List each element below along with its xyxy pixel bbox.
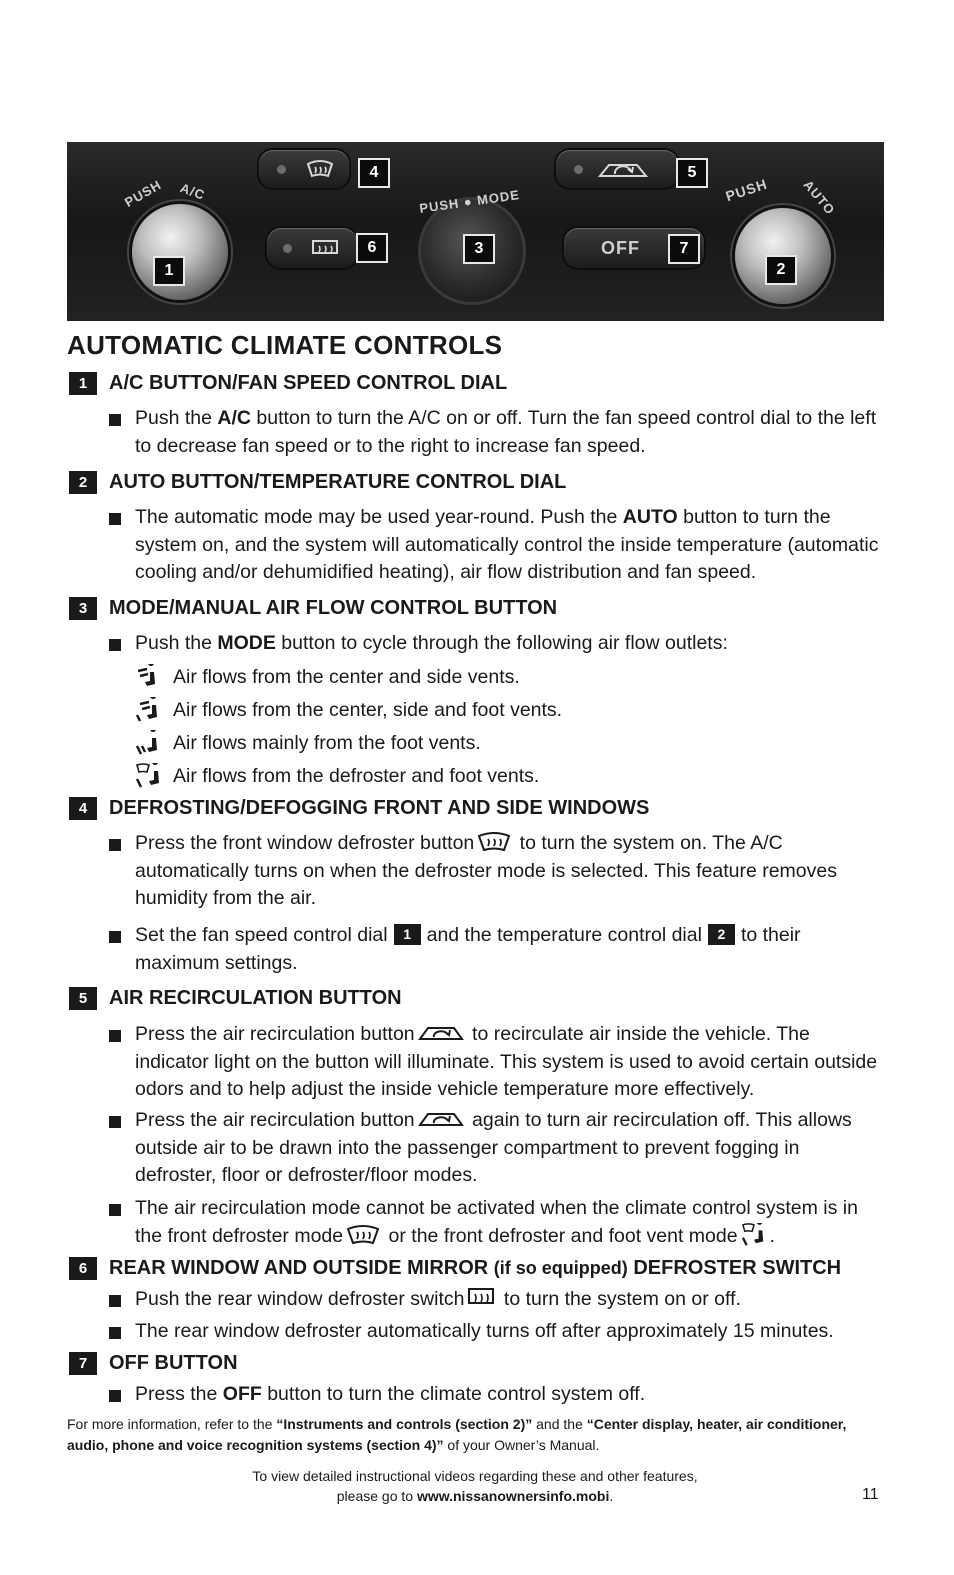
page-title: AUTOMATIC CLIMATE CONTROLS (67, 330, 503, 360)
bullet-square (109, 1030, 121, 1042)
section-title: DEFROSTING/DEFOGGING FRONT AND SIDE WINDOWS (109, 796, 650, 819)
front-defroster-led (277, 165, 286, 174)
recirculation-icon (418, 1109, 464, 1129)
front-defroster-icon (346, 1224, 380, 1246)
bullet-text: Push the (135, 632, 218, 654)
section-title (109, 1257, 841, 1280)
bullet-item (109, 1195, 884, 1251)
foot-mode-icon (135, 730, 163, 756)
bullet-text: button to turn the system on, and the system will automatically control the inside temperature (automatic cooling and/or dehumidified heating), air flow distribution and fan speed. (135, 506, 879, 583)
bullet-text: Press the front window defroster button (135, 832, 475, 854)
front-defroster-plate (259, 150, 349, 188)
ac-label: A/C (178, 180, 208, 203)
bullet-item (109, 1381, 884, 1409)
inline-callout-2: 2 (708, 924, 735, 945)
bullet-text: Press the air recirculation button (135, 1023, 415, 1045)
video-info-text: . (609, 1488, 614, 1504)
airflow-mode-text: Air flows mainly from the foot vents. (173, 732, 481, 754)
callout-7: 7 (668, 234, 700, 264)
callout-6: 6 (356, 233, 388, 263)
bullet-item (109, 504, 884, 587)
auto-label: AUTO (800, 177, 839, 218)
bullet-item (109, 630, 884, 658)
bullet-square (109, 639, 121, 651)
bullet-square (109, 513, 121, 525)
airflow-mode-item (135, 763, 539, 789)
section-4-heading (69, 796, 649, 820)
bullet-square (109, 839, 121, 851)
bullet-item (109, 1286, 884, 1314)
section-number: 4 (69, 797, 97, 820)
airflow-mode-text: Air flows from the defroster and foot vents. (173, 765, 540, 787)
bullet-item (109, 830, 884, 913)
section-title-end: DEFROSTER SWITCH (627, 1256, 842, 1279)
footnote-reference: “Center display, heater, air conditioner, audio, phone and voice recognition systems (section 4)” (67, 1416, 847, 1453)
inline-callout-1: 1 (394, 924, 421, 945)
bullet-text: Set the fan speed control dial (135, 924, 388, 946)
bullet-square (109, 931, 121, 943)
section-3-heading (69, 596, 557, 620)
video-info (200, 1466, 750, 1506)
callout-3: 3 (463, 234, 495, 264)
bullet-text: button to turn the A/C on or off. Turn the fan speed control dial to the left to decrease fan speed or to the right to increase fan speed. (135, 407, 877, 457)
bullet-text: or the front defroster and foot vent mode (383, 1224, 738, 1247)
bullet-text: to turn the system on or off. (498, 1288, 741, 1310)
bold-term: MODE (217, 632, 276, 654)
bullet-text: . (769, 1224, 776, 1247)
defrost-foot-mode-icon (741, 1223, 767, 1247)
defrost-foot-mode-icon (135, 763, 163, 789)
website-link[interactable]: www.nissanownersinfo.mobi (416, 1488, 610, 1504)
recirculation-icon (418, 1023, 464, 1043)
page-number: 11 (862, 1486, 879, 1503)
rear-defroster-led (283, 244, 292, 253)
bullet-text: The automatic mode may be used year-round. Push the (135, 506, 623, 528)
section-title-qualifier: (if so equipped) (493, 1257, 628, 1278)
section-7-heading (69, 1351, 238, 1375)
bi-level-mode-icon (135, 697, 163, 723)
bullet-text: Press the air recirculation button (135, 1109, 415, 1131)
rear-defroster-icon (467, 1287, 495, 1309)
bullet-square (109, 1116, 121, 1128)
footnote-text: For more information, refer to the (67, 1416, 277, 1432)
bullet-item (109, 922, 884, 977)
bullet-item (109, 1318, 884, 1346)
airflow-mode-item (135, 697, 562, 723)
section-number: 5 (69, 987, 97, 1010)
bullet-item (109, 1107, 884, 1190)
bullet-text: and the temperature control dial (426, 924, 702, 946)
airflow-mode-item (135, 730, 481, 756)
section-5-heading (69, 986, 402, 1010)
bullet-text: Push the (135, 407, 218, 429)
callout-5: 5 (676, 158, 708, 188)
climate-panel-photo (67, 142, 884, 321)
bold-term: OFF (222, 1383, 262, 1405)
bullet-text: Push the rear window defroster switch (135, 1288, 465, 1310)
bold-term: AUTO (622, 506, 678, 528)
section-title: AUTO BUTTON/TEMPERATURE CONTROL DIAL (109, 470, 567, 493)
push-ac-label: PUSH (121, 176, 165, 211)
section-number: 2 (69, 471, 97, 494)
rear-defroster-icon (311, 238, 339, 260)
footnote (67, 1414, 867, 1456)
push-mode-label: PUSH ● MODE (418, 187, 521, 216)
video-info-line (200, 1486, 750, 1506)
bullet-text: button to turn the climate control system off. (261, 1383, 646, 1405)
airflow-mode-text: Air flows from the center and side vents. (173, 666, 520, 688)
footnote-text: and the (532, 1416, 587, 1432)
bullet-text: to turn the system on. The A/C automatically turns on when the defroster mode is selected. This feature removes humidity from the air. (135, 832, 837, 909)
bold-term: A/C (217, 407, 251, 429)
callout-2: 2 (765, 255, 797, 285)
section-title: A/C BUTTON/FAN SPEED CONTROL DIAL (109, 371, 508, 394)
bullet-text: to their maximum settings. (135, 924, 801, 974)
bullet-text: The air recirculation mode cannot be activated when the climate control system is in the front defroster mode (135, 1197, 858, 1247)
section-6-heading (69, 1256, 841, 1280)
bullet-text: The rear window defroster automatically turns off after approximately 15 minutes. (135, 1320, 834, 1342)
airflow-mode-item (135, 664, 520, 690)
section-number: 1 (69, 372, 97, 395)
section-1-heading (69, 371, 507, 395)
bullet-square (109, 1390, 121, 1402)
section-number: 3 (69, 597, 97, 620)
bullet-text: to recirculate air inside the vehicle. The indicator light on the button will illuminate. This system is used to avoid certain outside odors and to help adjust the inside vehicle temperature more effectively. (135, 1023, 878, 1100)
section-number: 7 (69, 1352, 97, 1375)
bullet-square (109, 414, 121, 426)
bullet-text: button to cycle through the following air flow outlets: (275, 632, 728, 654)
bullet-item (109, 1021, 884, 1104)
video-info-line: To view detailed instructional videos regarding these and other features, (252, 1468, 698, 1484)
section-title: OFF BUTTON (109, 1351, 238, 1374)
off-label: OFF (601, 238, 640, 258)
bullet-square (109, 1204, 121, 1216)
callout-4: 4 (358, 158, 390, 188)
bullet-item (109, 405, 884, 460)
footnote-reference: “Instruments and controls (section 2)” (276, 1416, 533, 1432)
video-info-text: please go to (336, 1488, 417, 1504)
bullet-square (109, 1295, 121, 1307)
airflow-mode-text: Air flows from the center, side and foot vents. (173, 699, 563, 721)
section-title-main: REAR WINDOW AND OUTSIDE MIRROR (109, 1256, 494, 1279)
vent-mode-icon (135, 664, 163, 690)
front-defroster-icon (477, 831, 511, 853)
section-number: 6 (69, 1257, 97, 1280)
bullet-square (109, 1327, 121, 1339)
bullet-text: again to turn air recirculation off. This allows outside air to be drawn into the passenger compartment to prevent fogging in defroster, floor or defroster/floor modes. (135, 1109, 852, 1186)
front-defroster-icon (305, 158, 335, 182)
section-title: MODE/MANUAL AIR FLOW CONTROL BUTTON (109, 596, 558, 619)
section-2-heading (69, 470, 566, 494)
footnote-text: of your Owner’s Manual. (443, 1437, 600, 1453)
bullet-text: Press the (135, 1383, 223, 1405)
callout-1: 1 (153, 256, 185, 286)
section-title: AIR RECIRCULATION BUTTON (109, 986, 402, 1009)
recirculation-icon (597, 158, 649, 182)
push-auto-label: PUSH (723, 175, 770, 205)
recirculation-led (574, 165, 583, 174)
